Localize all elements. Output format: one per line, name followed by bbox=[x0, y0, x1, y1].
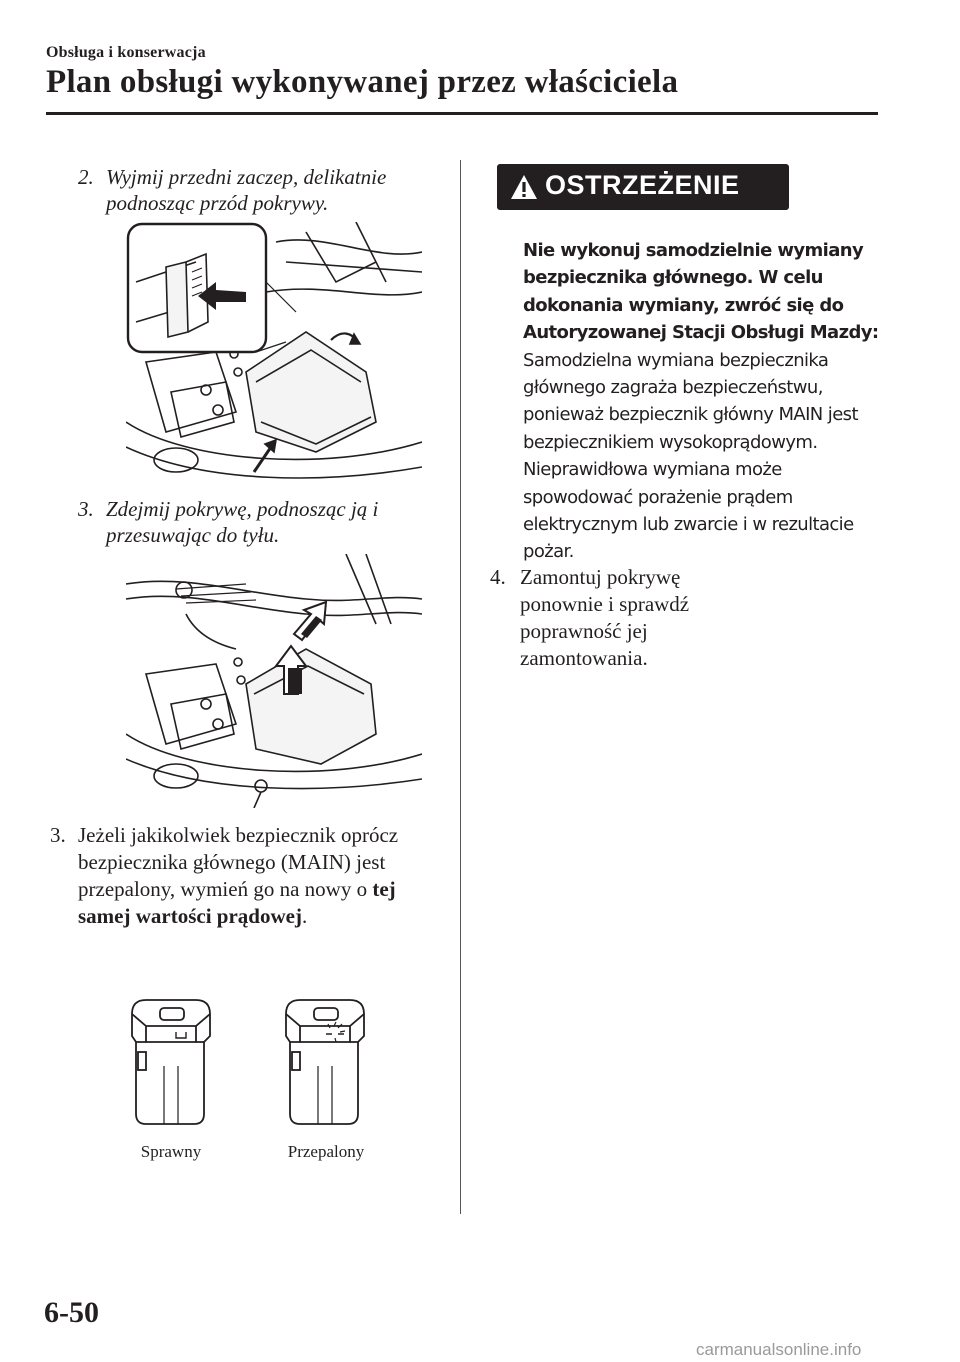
caption-good: Sprawny bbox=[140, 1142, 202, 1161]
step-2-text: Wyjmij przedni zaczep, delikatnie podnosząc przód pokrywy. bbox=[106, 165, 387, 215]
warning-icon bbox=[510, 173, 538, 201]
step-3a-text: Zdejmij pokrywę, podnosząc ją i przesuwając do tyłu. bbox=[106, 497, 379, 547]
figure-lift-cover bbox=[126, 554, 422, 808]
warning-text: Samodzielna wymiana bezpiecznika głównego zagraża bezpieczeństwu, ponieważ bezpiecznik główny MAIN jest bezpiecznikiem wysokoprądowym. Nieprawidłowa wymiana może spowodować porażenie prądem elektrycznym lub zwarcie i w rezultacie pożar. bbox=[523, 349, 858, 563]
step-3b-bold: tej samej wartości prądowej bbox=[78, 877, 396, 928]
step-4-number: 4. bbox=[490, 565, 506, 589]
page-title: Plan obsługi wykonywanej przez właściciela bbox=[46, 64, 679, 100]
page-number: 6-50 bbox=[44, 1296, 99, 1329]
heading-rule bbox=[46, 112, 878, 115]
figure-fuse-blown bbox=[278, 996, 370, 1128]
caption-blown: Przepalony bbox=[287, 1142, 365, 1161]
figure-front-latch bbox=[126, 222, 422, 484]
section-label: Obsługa i konserwacja bbox=[46, 44, 206, 61]
step-2 bbox=[78, 164, 438, 216]
warning-body bbox=[523, 237, 883, 566]
step-2-number: 2. bbox=[78, 165, 94, 189]
column-divider bbox=[460, 160, 461, 1214]
step-4-text: Zamontuj pokrywę ponownie i sprawdź poprawność jej zamontowania. bbox=[520, 565, 690, 670]
step-4 bbox=[490, 564, 790, 672]
warning-badge bbox=[497, 164, 789, 210]
step-3b-text: Jeżeli jakikolwiek bezpiecznik oprócz bezpiecznika głównego (MAIN) jest przepalony, wymień go na nowy o bbox=[78, 823, 399, 901]
step-3a-number: 3. bbox=[78, 497, 94, 521]
step-3-remove-cover bbox=[78, 496, 438, 548]
warning-label: OSTRZEŻENIE bbox=[545, 170, 740, 200]
step-3b-number: 3. bbox=[50, 823, 66, 847]
watermark: carmanualsonline.info bbox=[696, 1340, 862, 1359]
warning-bold-text: Nie wykonuj samodzielnie wymiany bezpiecznika głównego. W celu dokonania wymiany, zwróć się do Autoryzowanej Stacji Obsługi Mazdy: bbox=[523, 240, 879, 344]
step-3-replace-fuse bbox=[50, 822, 440, 930]
step-3b-end: . bbox=[301, 904, 308, 928]
figure-fuse-good bbox=[124, 996, 216, 1128]
step-3b-paragraph bbox=[50, 822, 438, 930]
